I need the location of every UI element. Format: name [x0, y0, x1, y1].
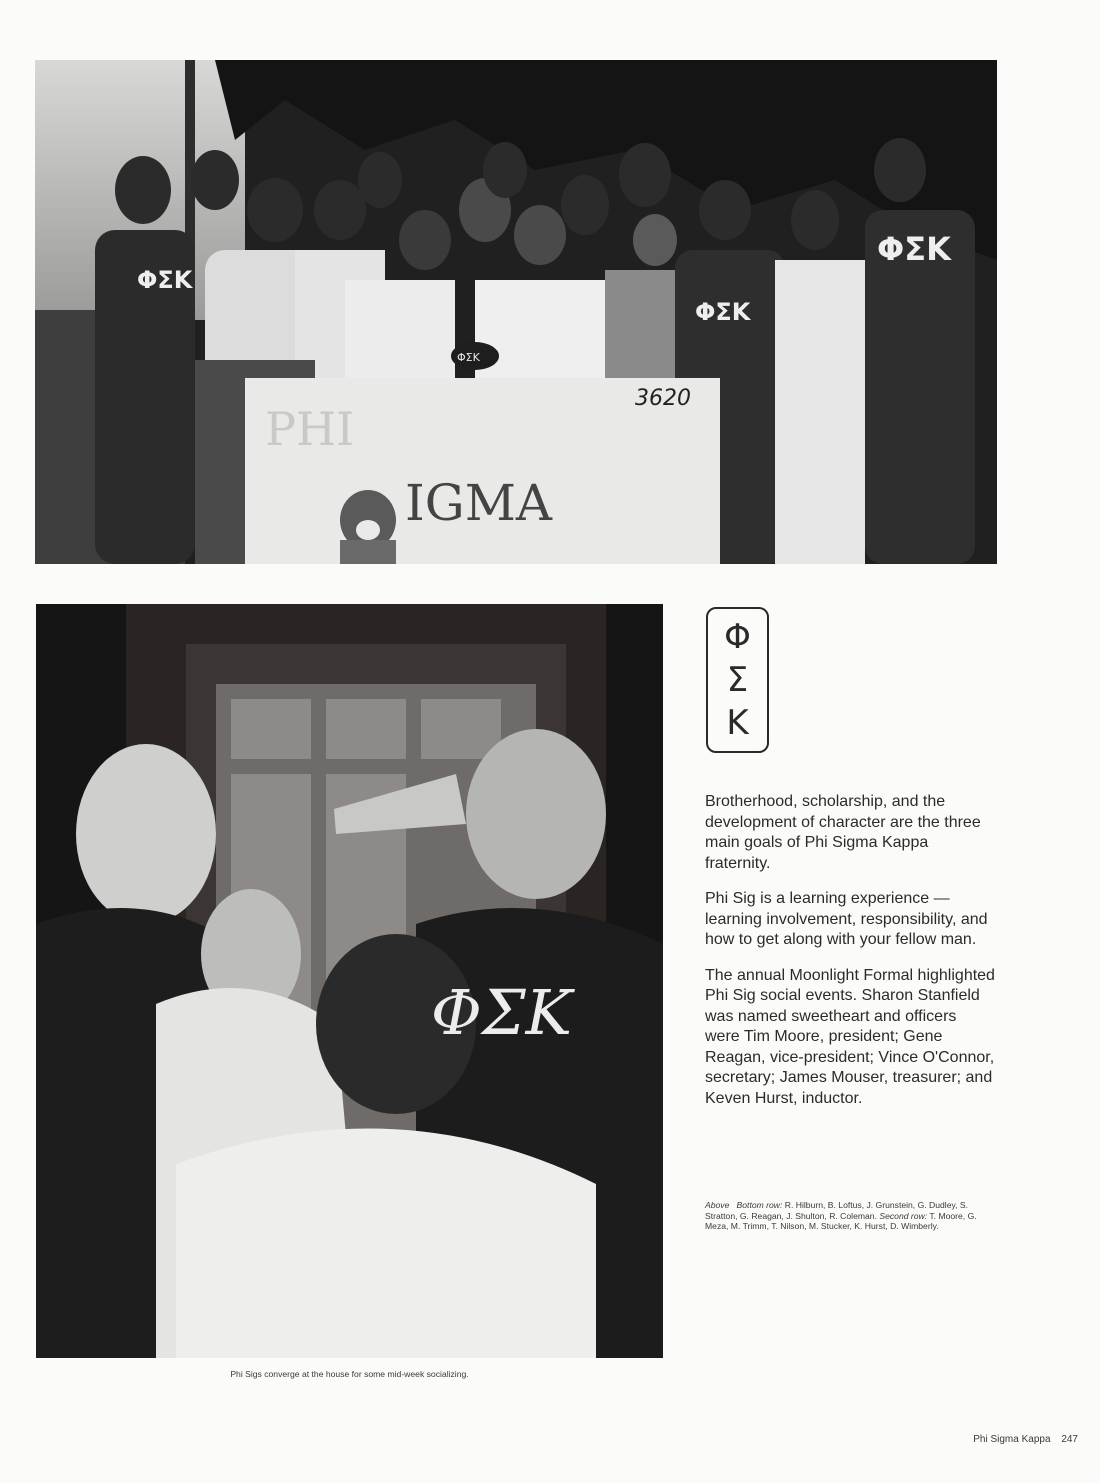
group-photo — [35, 60, 997, 564]
article-body — [705, 792, 995, 1124]
caption-row1-label: Bottom row: — [736, 1200, 783, 1210]
page-footer — [973, 1434, 1078, 1445]
dog — [340, 490, 396, 564]
caption-lead: Above — [705, 1200, 730, 1210]
article-paragraph-goals: Brotherhood, scholarship, and the development of character are the three main goals of Phi Sigma Kappa fraternity. — [705, 793, 981, 872]
group-photo-image — [35, 60, 997, 564]
sign-sigma: IGMA — [405, 474, 552, 532]
cap-letters: ΦΣΚ — [457, 351, 480, 364]
socializing-photo — [36, 604, 663, 1358]
shirt-letters: ΦΣΚ — [431, 976, 572, 1049]
caption-row2-names: T. Moore, G. Meza, M. Trimm, T. Nilson, M. Stucker, K. Hurst, D. Wimberly. — [705, 1210, 977, 1232]
crest-letter-phi: Φ — [724, 616, 751, 657]
shirt-letters-left: ΦΣΚ — [137, 266, 193, 294]
article-paragraph-experience: Phi Sig is a learning experience — learning involvement, responsibility, and how to get along with your fellow man. — [705, 890, 988, 948]
crest-letter-kappa: Κ — [726, 703, 749, 744]
sign-phi: PHI — [265, 402, 355, 456]
shirt-letters-right: ΦΣΚ — [877, 230, 951, 268]
sign-number: 3620 — [635, 386, 691, 411]
socializing-photo-caption: Phi Sigs converge at the house for some mid-week socializing. — [230, 1369, 469, 1379]
greek-letters-crest — [706, 607, 769, 753]
crest-letter-sigma: Σ — [726, 659, 749, 700]
caption-row2-label: Second row: — [879, 1210, 928, 1221]
socializing-photo-image — [36, 604, 663, 1358]
article-paragraph-events: The annual Moonlight Formal highlighted Phi Sig social events. Sharon Stanfield was named sweetheart and officers were Tim Moore, president; Gene Reagan, vice-president; Vince O'Connor, secretary; James Mouser, treasurer; and Keven Hurst, inductor. — [705, 966, 995, 1107]
page-number: 247 — [1061, 1434, 1078, 1445]
group-photo-caption — [705, 1200, 997, 1232]
shirt-letters-middle: ΦΣΚ — [695, 298, 751, 326]
footer-section: Phi Sigma Kappa — [973, 1434, 1051, 1445]
caption-row1-names: R. Hilburn, B. Loftus, J. Grunstein, G. Dudley, S. Stratton, G. Reagan, J. Shulton, R. Coleman. — [705, 1200, 969, 1221]
